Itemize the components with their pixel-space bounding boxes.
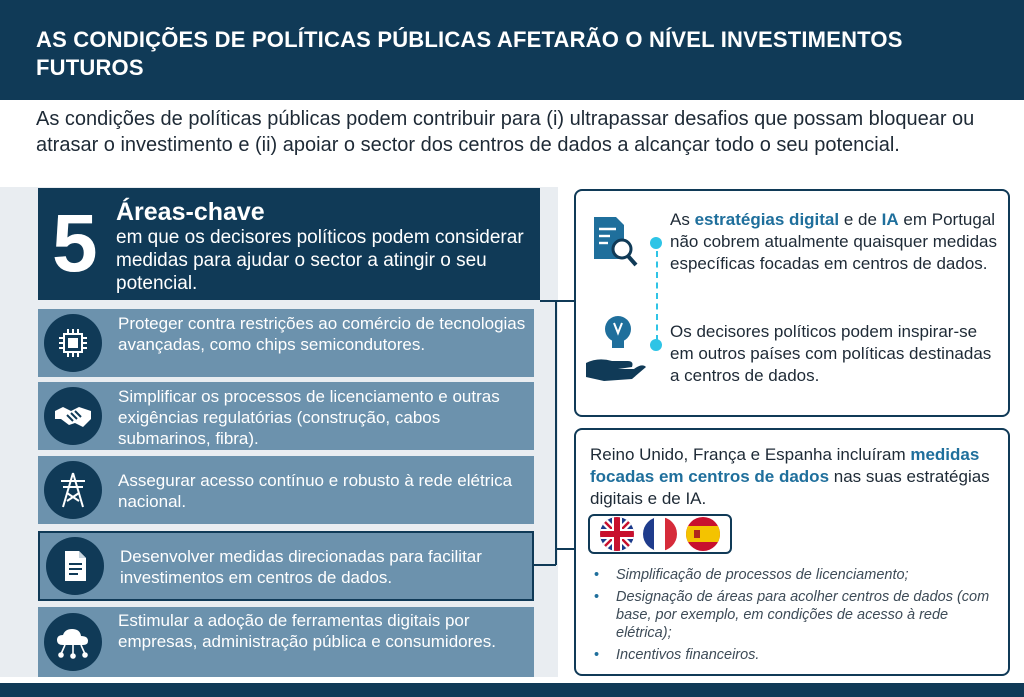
area-text-licensing: Simplificar os processos de licenciamento e outras exigências regulatórias (construção, cabos submarinos, fibra).: [118, 387, 500, 448]
timeline-dot: [650, 339, 662, 351]
page-title: [36, 26, 988, 82]
intro-text: As condições de políticas públicas podem contribuir para (i) ultrapassar desafios que possam bloquear ou atrasar o investimento e (ii) apoiar o sector dos centros de dados a alcançar todo o seu potencial.: [36, 108, 975, 156]
area-row-digital: [38, 607, 534, 677]
list-item: • Simplificação de processos de licenciamento;: [592, 566, 1002, 584]
area-text-grid: Assegurar acesso contínuo e robusto à rede elétrica nacional.: [118, 471, 513, 511]
header-banner: [0, 0, 1024, 100]
connector-line: [534, 564, 556, 566]
area-row-trade: [38, 309, 534, 377]
handshake-icon: [44, 387, 102, 445]
highlight-ia: IA: [881, 210, 899, 229]
measures-list: [592, 566, 1002, 668]
area-row-licensing: [38, 382, 534, 450]
text-segment: As: [670, 210, 695, 229]
idea-hand-icon: [584, 307, 648, 392]
text-segment: Reino Unido, França e Espanha incluíram: [590, 445, 911, 464]
text-segment: nas suas estratégias digitais e de IA.: [590, 467, 990, 508]
flags-group: [588, 514, 732, 554]
list-item: • Designação de áreas para acolher centros de dados (com base, por exemplo, em condições de acesso à rede elétrica);: [592, 588, 1002, 642]
highlight-data-center-measures: medidas focadas em centros de dados: [590, 445, 980, 486]
list-item: • Incentivos financeiros.: [592, 646, 1002, 664]
uk-flag-icon: [600, 517, 634, 551]
title-line-2: FUTUROS: [36, 55, 144, 80]
highlight-digital-strategy: estratégias digital: [694, 210, 840, 229]
portugal-strategy-text: [670, 209, 1002, 275]
timeline-dot: [650, 237, 662, 249]
key-areas-number: 5: [52, 198, 98, 289]
key-areas-subtitle: em que os decisores políticos podem considerar medidas para ajudar o sector a atingir o seu potencial.: [116, 227, 524, 294]
key-areas-title: Áreas-chave: [116, 198, 265, 226]
document-icon: [46, 537, 104, 595]
key-areas-box: [38, 188, 540, 300]
text-segment: em Portugal não cobrem atualmente quaisquer medidas específicas focadas em centros de dados.: [670, 210, 997, 273]
other-countries-text: [590, 444, 1000, 510]
connector-line: [556, 548, 574, 550]
chip-icon: [44, 314, 102, 372]
other-countries-box: [574, 428, 1010, 676]
title-line-1: AS CONDIÇÕES DE POLÍTICAS PÚBLICAS AFETARÃO O NÍVEL INVESTIMENTOS: [36, 27, 903, 52]
area-text-trade: Proteger contra restrições ao comércio de tecnologias avançadas, como chips semicondutores.: [118, 314, 526, 354]
area-row-investment: [38, 531, 534, 601]
france-flag-icon: [643, 517, 677, 551]
area-text-digital: Estimular a adoção de ferramentas digitais por empresas, administração pública e consumidores.: [118, 611, 496, 651]
inspiration-text: Os decisores políticos podem inspirar-se em outros países com políticas destinadas a centros de dados.: [670, 322, 992, 385]
area-text-investment: Desenvolver medidas direcionadas para facilitar investimentos em centros de dados.: [120, 547, 482, 587]
portugal-strategy-box: [574, 189, 1010, 417]
connector-line: [540, 300, 556, 302]
footer-bar: [0, 683, 1024, 697]
timeline-dashed-line: [656, 251, 658, 341]
text-segment: e de: [839, 210, 882, 229]
cloud-network-icon: [44, 613, 102, 671]
spain-flag-icon: [686, 517, 720, 551]
area-row-grid: [38, 456, 534, 524]
connector-line: [556, 300, 574, 302]
connector-line: [555, 300, 557, 565]
power-tower-icon: [44, 461, 102, 519]
report-search-icon: [590, 215, 642, 276]
